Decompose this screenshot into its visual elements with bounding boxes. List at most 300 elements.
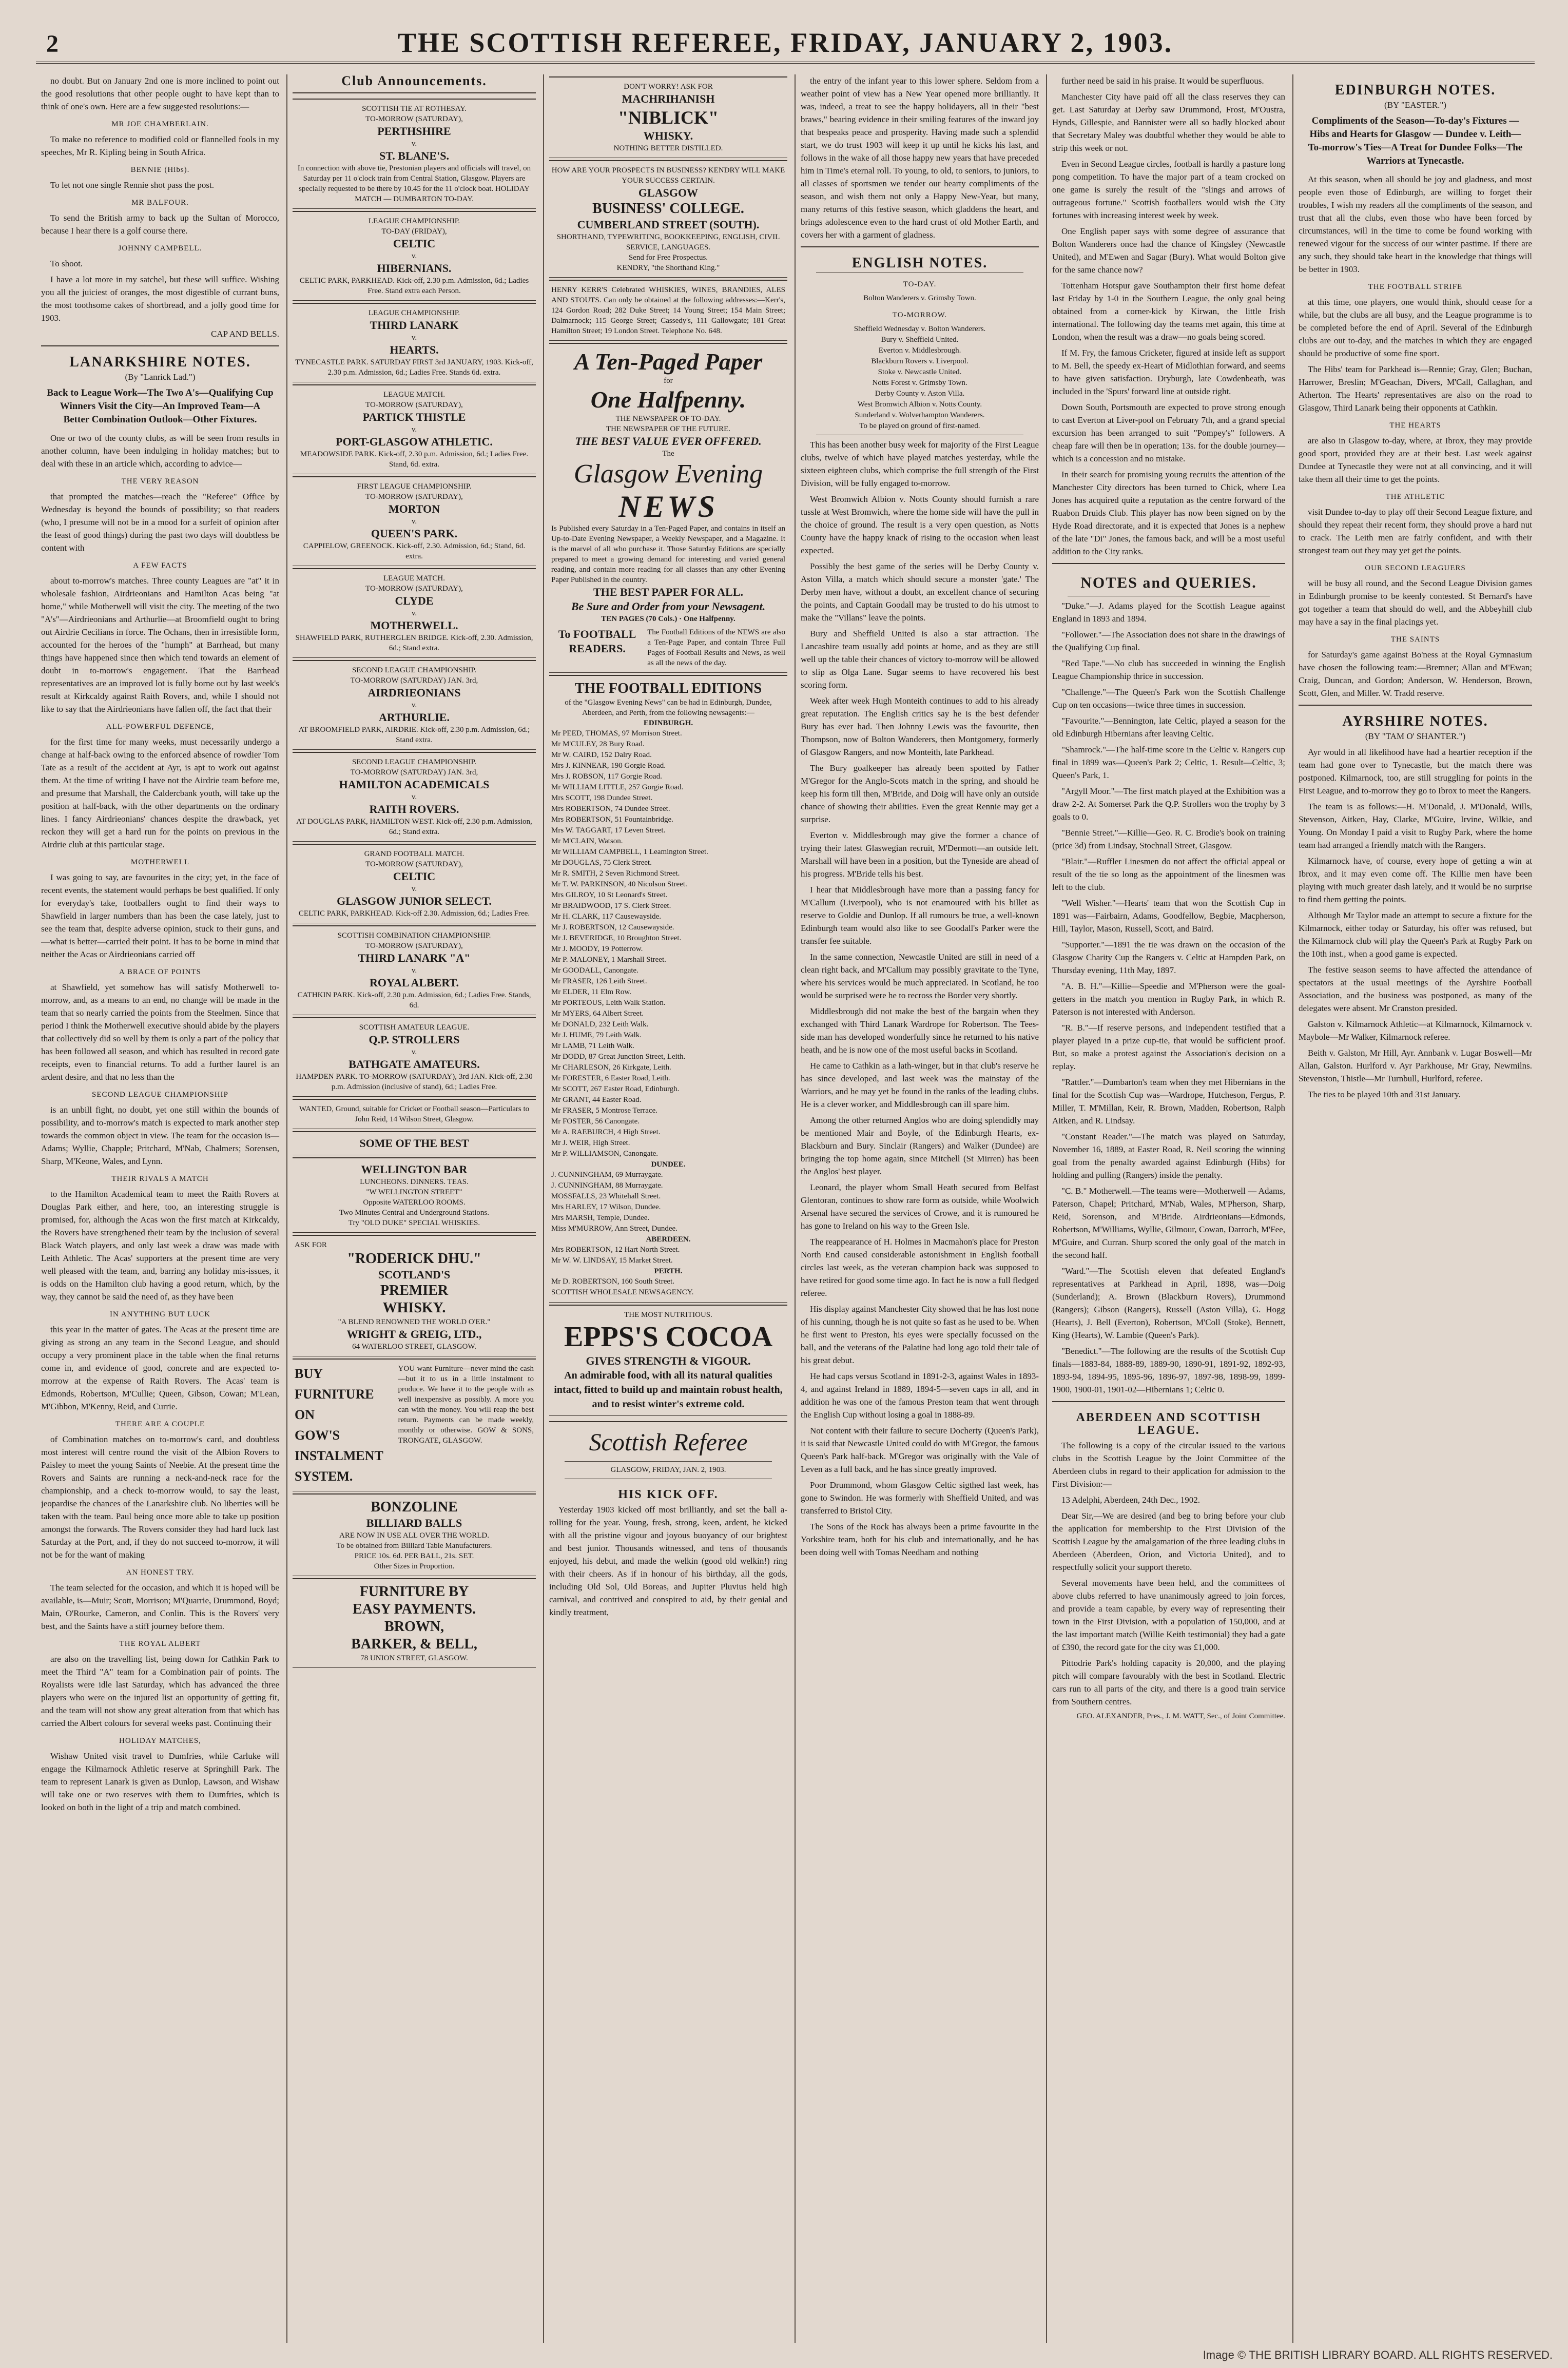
ad-line: ARE NOW IN USE ALL OVER THE WORLD. bbox=[339, 1531, 489, 1540]
ad-line: Mrs HARLEY, 17 Wilson, Dundee. bbox=[551, 1203, 661, 1211]
ad-line: Mr R. SMITH, 2 Seven Richmond Street. bbox=[551, 869, 680, 878]
ad-line: BATHGATE AMATEURS. bbox=[349, 1058, 480, 1071]
ad-line: TO-MORROW (SATURDAY), bbox=[365, 401, 463, 409]
ad-line: TO-MORROW (SATURDAY), bbox=[365, 860, 463, 868]
ten-paged-g: The bbox=[662, 450, 674, 458]
gen-best: THE BEST PAPER FOR ALL. bbox=[593, 586, 743, 598]
paragraph: Ayr would in all likelihood have had a heartier reception if the team had gone over to Tynecastle, but the match there was postponed. Kilmarnock, too, are still struggling for points in the First League, and to-morrow they go to Ibrox to meet the Rangers. bbox=[1299, 747, 1532, 795]
paragraph: He came to Cathkin as a lath-winger, but in that club's reserve he has since developed, and last week was the mainstay of the Warriors, and he may yet be found in the ranks of the leading clubs. He is a clever worker, and Middlesbrough can ill spare him. bbox=[801, 1061, 1039, 1109]
subheading: THE SAINTS bbox=[1390, 635, 1440, 644]
ad-note: CELTIC PARK, PARKHEAD. Kick-off, 2.30 p.m. Admission, 6d.; Ladies Free. Stand extra each Person. bbox=[299, 277, 529, 295]
paragraph: Even in Second League circles, football is hardly a pasture long pong competition. To have the major part of a team crocked on one game is surely the result of the "slings and arrows of outrageous fortune." Scottish footballers would wish the City fortunes with increasing interest week by week. bbox=[1052, 159, 1285, 220]
paragraph: are also on the travelling list, being down for Cathkin Park to meet the Third "A" team for a Combination pair of points. The Royalists were idle last Saturday, which has advanced the three players who were on the injured list an opportunity of getting fit, and the team will not show any great alteration from that which has carried the Albert colours for several weeks past. Continuing their bbox=[41, 1654, 279, 1728]
ad-line: Derby County v. Aston Villa. bbox=[875, 390, 965, 398]
paragraph: Wishaw United visit travel to Dumfries, while Carluke will engage the Kilmarnock Athletic reserve at Springhill Park. The team to represent Lanark is given as Dunlop, Lawson, and Wishaw will take one or two reserves with them to Dumfries, which is looked on both in the light of a trip and match combined. bbox=[41, 1751, 279, 1812]
bonzoline-sub: BILLIARD BALLS bbox=[366, 1517, 462, 1529]
divider bbox=[1299, 705, 1532, 706]
paragraph: The Hibs' team for Parkhead is—Rennie; Gray, Glen; Buchan, Harrower, Breslin; M'Geachan, Divers, M'Call, Callaghan, and Atherton. The Hearts' representatives are also on the road to Glasgow, Third Lanark being their opponents at Cathkin. bbox=[1299, 364, 1532, 413]
query-answer: "Well Wisher."—Hearts' team that won the Scottish Cup in 1891 was—Fairbairn, Adams, Goodfellow, Begbie, Macpherson, Hill, Taylor, Mason, Russell, Scott, and Baird. bbox=[1052, 898, 1285, 934]
ad-line: INSTALMENT bbox=[295, 1448, 383, 1463]
wellington-ad bbox=[293, 1157, 536, 1233]
fe-city1: EDINBURGH. bbox=[643, 719, 693, 727]
ayrshire-byline: (BY "TAM O' SHANTER.") bbox=[1365, 731, 1466, 741]
resolutions-list bbox=[41, 118, 279, 270]
ad-line: West Bromwich Albion v. Notts County. bbox=[857, 400, 982, 409]
ad-line: Mr GRANT, 44 Easter Road. bbox=[551, 1096, 642, 1104]
epps-b: EPPS'S COCOA bbox=[564, 1321, 773, 1353]
ad-line: Mr W. W. LINDSAY, 15 Market Street. bbox=[551, 1256, 673, 1265]
ad-line: Mr FORESTER, 6 Easter Road, Leith. bbox=[551, 1074, 670, 1082]
divider bbox=[1052, 1401, 1285, 1402]
intro-text: no doubt. But on January 2nd one is more inclined to point out the good resolutions that other people ought to have kept than to think of one's own. Here are a few suggested resolutions:— bbox=[41, 76, 279, 111]
ad-line: Mr WILLIAM CAMPBELL, 1 Leamington Street. bbox=[551, 848, 708, 856]
club-announcement bbox=[293, 660, 536, 750]
divider bbox=[293, 92, 536, 93]
ad-line: Mr P. WILLIAMSON, Canongate. bbox=[551, 1150, 659, 1158]
ad-line: v. bbox=[411, 793, 417, 801]
query-answer: "A. B. H."—Killie—Speedie and M'Pherson were the goal-getters in the match you mention in Rugby Park, in which R. Paterson is not interested with Anderson. bbox=[1052, 981, 1285, 1017]
ad-line: Mr D. ROBERTSON, 160 South Street. bbox=[551, 1277, 674, 1286]
niblick-l2: "NIBLICK" bbox=[617, 107, 719, 128]
epps-ad bbox=[549, 1305, 787, 1416]
query-answer: "Blair."—Ruffler Linesmen do not affect the official appeal or result of the tie so long as the appointment of the linesmen was left to the club. bbox=[1052, 857, 1285, 892]
ten-paged-a: A Ten-Paged Paper bbox=[574, 348, 763, 375]
kerr-ad bbox=[549, 280, 787, 341]
gen-title-b: NEWS bbox=[618, 490, 719, 523]
ad-title: GRAND FOOTBALL MATCH. bbox=[364, 850, 464, 858]
paragraph: One or two of the county clubs, as will be seen from results in another column, have been indulging in holiday matches; but to deal with these in an article which, according to advice— bbox=[41, 433, 279, 469]
ad-line: Mr J. WEIR, High Street. bbox=[551, 1139, 630, 1147]
ad-line: Blackburn Rovers v. Liverpool. bbox=[871, 357, 969, 365]
football-editions-ad bbox=[549, 675, 787, 1303]
ad-line: v. bbox=[411, 252, 417, 260]
ad-line: MOSSFALLS, 23 Whitehall Street. bbox=[551, 1192, 661, 1200]
resolution-name: MR JOE CHAMBERLAIN. bbox=[111, 120, 209, 128]
gow-left bbox=[295, 1364, 393, 1487]
ad-line: THIRD LANARK "A" bbox=[358, 952, 471, 964]
rhu-blend: "A BLEND RENOWNED THE WORLD O'ER." bbox=[338, 1318, 491, 1326]
query-answer: "Supporter."—1891 the tie was drawn on the occasion of the Glasgow Charity Cup the Rangers v. Celtic at Hampden Park, on Thursday evening, 11th May, 1897. bbox=[1052, 940, 1285, 975]
paragraph: The Bury goalkeeper has already been spotted by Father M'Gregor for the Anglo-Scots match in the spring, and should he keep his form till then, M'Bride, and Doig will have only an outside chance of showing their abilities. Even the great Rennie may get a surprise. bbox=[801, 763, 1039, 824]
ad-line: Miss M'MURROW, Ann Street, Dundee. bbox=[551, 1225, 677, 1233]
paragraph: At this season, when all should be joy and gladness, and most people even those of Edinburgh, are willing to forget their troubles, I wish my readers all the compliments of the season, and trust that all the clubs, even those who have been forced by circumstances, will in the time to come be found working with renewed vigour for the success of our winter pastime. If there are any such, they should take heart in the knowledge that things will be better in 1903. bbox=[1299, 174, 1532, 274]
fe-sub: of the "Glasgow Evening News" can be had in Edinburgh, Dundee, Aberdeen, and Perth, from the following newsagents:— bbox=[565, 698, 772, 717]
epps-a: THE MOST NUTRITIOUS. bbox=[624, 1311, 712, 1319]
paragraph: Galston v. Kilmarnock Athletic—at Kilmarnock, Kilmarnock v. Maybole—Mr Walker, Kilmarnock referee. bbox=[1299, 1019, 1532, 1042]
ad-note: CATHKIN PARK. Kick-off, 2.30 p.m. Admission, 6d.; Ladies Free. Stands, 6d. bbox=[297, 991, 531, 1010]
ad-note: AT BROOMFIELD PARK, AIRDRIE. Kick-off, 2.30 p.m. Admission, 6d.; Stand extra. bbox=[298, 726, 530, 744]
paragraph: will be busy all round, and the Second League Division games in Edinburgh promise to be keenly contested. St Bernard's have got together a team that should do well, and the Abbeyhill club may have a say in the final placings yet. bbox=[1299, 578, 1532, 627]
subheading: MOTHERWELL bbox=[130, 858, 190, 866]
query-answer: "Red Tape."—No club has succeeded in winning the English League Championship thrice in succession. bbox=[1052, 658, 1285, 681]
gen-ad bbox=[549, 343, 787, 673]
image-credit: Image © THE BRITISH LIBRARY BOARD. ALL RIGHTS RESERVED. bbox=[1203, 2348, 1553, 2361]
paragraph: at Shawfield, yet somehow has will satisfy Motherwell to-morrow, and, as a means to an end, no change will be made in the team that so nearly carried the points from the Steelmen. Since that period I think the Motherwell executive should abide by the players that collectively did so well by them is only a part of the policy that has been followed all season, and which has resulted in record gate receipts, even to financial returns. To add a further laurel is an ardent desire, and that no less than the bbox=[41, 982, 279, 1082]
club-announcement bbox=[293, 568, 536, 658]
paragraph: Kilmarnock have, of course, every hope of getting a win at Ibrox, and it may even come off. The Killie men have been playing with much greater dash lately, and it would be no surprise to find them getting the points. bbox=[1299, 856, 1532, 904]
query-answer: "Argyll Moor."—The first match played at the Exhibition was a draw 2-2. At Somerset Park the Q.P. Strollers won the trophy by 3 goals to 0. bbox=[1052, 786, 1285, 822]
query-answer: "R. B."—If reserve persons, and independent testified that a player played in a prize cup-tie, that would be sufficient proof. But, so make a protest against the Association's decision on a replay. bbox=[1052, 1023, 1285, 1071]
ad-line: J. CUNNINGHAM, 69 Murraygate. bbox=[551, 1171, 663, 1179]
ad-line: LUNCHEONS. DINNERS. TEAS. bbox=[360, 1178, 469, 1186]
column-4 bbox=[801, 74, 1047, 2343]
ad-note: SHAWFIELD PARK, RUTHERGLEN BRIDGE. Kick-off, 2.30. Admission, 6d.; Stand extra. bbox=[295, 634, 533, 652]
query-answer: "C. B." Motherwell.—The teams were—Motherwell — Adams, Paterson, Chapel; Pritchard, M'Nab, Wales, M'Pherson, Sharp, Reid, Sorenson, and M'Bride. Airdrieonians—Edmonds, Robertson, M'Williams, Wyllie, Gilmour, Cowan, Darroch, M'Fee, M'Guire, and Curran. Shurp scored the only goal of the match in the second half. bbox=[1052, 1186, 1285, 1260]
ad-line: Mr BRAIDWOOD, 17 S. Clerk Street. bbox=[551, 902, 671, 910]
article-body bbox=[41, 432, 279, 1814]
ad-line: Mr LAMB, 71 Leith Walk. bbox=[551, 1042, 634, 1050]
ad-line: Mrs J. KINNEAR, 190 Gorgie Road. bbox=[551, 762, 666, 770]
ten-paged-f: THE BEST VALUE EVER OFFERED. bbox=[575, 435, 762, 448]
ad-title: LEAGUE CHAMPIONSHIP. bbox=[368, 217, 460, 225]
subheading: OUR SECOND LEAGUERS bbox=[1365, 564, 1466, 572]
club-announcement bbox=[293, 99, 536, 209]
bonzoline-ad bbox=[293, 1493, 536, 1576]
subheading: A FEW FACTS bbox=[133, 561, 187, 570]
subheading: THE FOOTBALL STRIFE bbox=[1368, 283, 1463, 291]
ad-line: v. bbox=[411, 140, 417, 148]
resolution-text: To let not one single Rennie shot pass the post. bbox=[50, 180, 214, 190]
aberdeen-body bbox=[1052, 1439, 1285, 1708]
ad-line: MOTHERWELL. bbox=[370, 619, 458, 632]
gen-sure: Be Sure and Order from your Newsagent. bbox=[571, 600, 766, 613]
ask-for-text: ASK FOR bbox=[295, 1241, 327, 1249]
paragraph: this year in the matter of gates. The Acas at the present time are giving as strong an any team in the Second League, and should occupy a very prominent place in the table when the final returns come in, and evidence of good, concrete and are expected to-morrow at the expense of Raith Rovers. The Acas' team is Edmonds, Robertson, M'Cullie; Queen, Gibson, Cowan; M'Lean, M'Gibbon, M'Kenny, Reid, and Currie. bbox=[41, 1325, 279, 1411]
paragraph: Bury and Sheffield United is also a star attraction. The Lancashire team usually add points at home, and as they are still well up the table their chances of victory to-morrow will be allowed to slip as Olga Lane. Sugar seems to have recovered his best scoring form. bbox=[801, 629, 1039, 690]
paragraph: Week after week Hugh Monteith continues to add to his already great reputation. The English critics say he is the best defender Bury has ever had. Then Johnny Lewis was the favourite, then Thompson, now of Bolton Wanderers, then Montgomery, formerly of Glasgow Rangers, and now Monteith, late Parkhead. bbox=[801, 696, 1039, 757]
ad-note: HAMPDEN PARK. TO-MORROW (SATURDAY), 3rd JAN. Kick-off, 2.30 p.m. Admission (inclusive of stand), 6d.; Ladies Free. bbox=[296, 1073, 533, 1091]
ad-line: PERTHSHIRE bbox=[377, 125, 451, 138]
rhu-whisky: WHISKY. bbox=[382, 1300, 446, 1316]
gen-to: To FOOTBALL READERS. bbox=[558, 628, 636, 655]
query-answer: "Rattler."—Dumbarton's team when they met Hibernians in the final for the Scottish Cup was—Wardrope, Hutcheson, Fergus, P. Miller, T. M'Millan, Keir, R. Brown, Madden, Robertson, Ralph Aitken, and R. Lindsay. bbox=[1052, 1077, 1285, 1125]
club-announcement bbox=[293, 384, 536, 474]
ad-title: LEAGUE MATCH. bbox=[383, 391, 445, 399]
club-announcement bbox=[293, 476, 536, 566]
ad-line: Mr GOODALL, Canongate. bbox=[551, 966, 638, 975]
edinburgh-notes-title: EDINBURGH NOTES. bbox=[1334, 82, 1496, 98]
subheading: THE ROYAL ALBERT bbox=[119, 1640, 201, 1648]
column-1 bbox=[41, 74, 287, 2343]
ad-line: PRICE 10s. 6d. PER BALL, 21s. SET. bbox=[354, 1552, 474, 1560]
ad-line: Mr J. HUME, 79 Leith Walk. bbox=[551, 1031, 642, 1039]
kickoff-title: HIS KICK OFF. bbox=[618, 1488, 719, 1501]
ad-line: Mr DODD, 87 Great Junction Street, Leith. bbox=[551, 1053, 686, 1061]
query-answer: "Ward."—The Scottish eleven that defeated England's representatives at Parkhead in April, 1898, was—Doig (Sunderland); A. Brown (Blackburn Rovers), Drummond (Rangers); Gibson (Rangers), Russell (Aston Villa), G. Hogg (Hearts), J. Bell (Everton), Robertson, M'Coll (Stoke), Bennett, King (Hearts), W. Lambie (Queen's Park). bbox=[1052, 1266, 1285, 1340]
gen-ten: TEN PAGES (70 Cols.) · One Halfpenny. bbox=[601, 615, 735, 623]
ad-line: QUEEN'S PARK. bbox=[371, 527, 458, 540]
paragraph: I hear that Middlesbrough have more than a passing fancy for M'Callum (Liverpool), who is not enamoured with his billet as reserve to Goldie and Dunlop. If all rumours be true, a well-known Edinburgh team would also like to see Goodall's Parker were the transfer fee suitable. bbox=[801, 885, 1039, 946]
edinburgh-body bbox=[1299, 173, 1532, 700]
resolution-name: BENNIE (Hibs). bbox=[130, 166, 190, 174]
ad-line: Mr ELDER, 11 Elm Row. bbox=[551, 988, 631, 996]
ad-line: v. bbox=[411, 517, 417, 526]
paragraph: I was going to say, are favourites in the city; yet, in the face of recent events, the statement would perhaps be best qualified. If only for everyday's take, footballers ought to find their ways to Shawfield in larger numbers than has been the case lately, just to see the team that, despite adverse opinion, stuck to their guns, and—what is better—carried their point. It has to be borne in mind that neither the Acas or Airdrieonians carried off bbox=[41, 872, 279, 959]
ten-paged-e: THE NEWSPAPER OF THE FUTURE. bbox=[606, 425, 731, 433]
paragraph: In their search for promising young recruits the attention of the Manchester City directors has been turned to Chick, where Lea Jones has acquired quite a reputation as the centre forward of the Ruabon Druids Club. This player has now been signed on by the Hyde Road directorate, and it is expected that Jones is a nephew of the late "Di" Jones, the famous back, and will be a most useful addition to the City ranks. bbox=[1052, 470, 1285, 556]
paragraph: Although Mr Taylor made an attempt to secure a fixture for the Kilmarnock, either today or Saturday, his offer was refused, but the Kilmarnock club will play the Queen's Park at Rugby Park on the 10th inst., when a good game is expected. bbox=[1299, 910, 1532, 959]
ad-line: TO-MORROW (SATURDAY) JAN. 3rd, bbox=[350, 768, 478, 777]
resolution-text: To make no reference to modified cold or flannelled fools in my speeches, Mr R. Kipling being in South Africa. bbox=[41, 134, 279, 157]
ad-line: GLASGOW JUNIOR SELECT. bbox=[337, 895, 492, 907]
divider bbox=[565, 1461, 772, 1462]
ad-line: TO-MORROW (SATURDAY) JAN. 3rd, bbox=[350, 676, 478, 685]
ad-line: HIBERNIANS. bbox=[377, 262, 452, 275]
ad-line: FURNITURE BY bbox=[359, 1584, 469, 1600]
closing-text: I have a lot more in my satchel, but these will suffice. Wishing you all the juiciest of oranges, the most digestible of currant buns, the most toothsome cakes of shortbread, and a jolly good time for 1903. bbox=[41, 275, 279, 323]
subheading: THE HEARTS bbox=[1389, 421, 1441, 430]
paragraph: that prompted the matches—reach the "Referee" Office by Wednesday is beyond the bounds of possibility; so that readers (who, I presume will not be in a mood for a surfeit of opinion after the feast of good things) during the past two days will doubtless be content with bbox=[41, 492, 279, 553]
gow-ad bbox=[293, 1358, 536, 1491]
english-notes-title: ENGLISH NOTES. bbox=[851, 255, 988, 271]
paragraph: Everton v. Middlesbrough may give the former a chance of trying their latest Glaswegian recruit, M'Dermott—an outside left. Marshall will have been in a position, but the Tyneside are ahead of his progress. M'Bride tells his best. bbox=[801, 830, 1039, 879]
ad-title: SCOTTISH AMATEUR LEAGUE. bbox=[359, 1023, 470, 1032]
niblick-ad bbox=[549, 76, 787, 158]
edinburgh-byline: (BY "EASTER.") bbox=[1384, 100, 1446, 110]
kickoff-text: Yesterday 1903 kicked off most brilliantly, and set the ball a-rolling for the year. Young, fresh, strong, keen, ardent, he kicked with all the pristine vigour and joyous buoyancy of our brightest and best junior. Thousands witnessed, and tens of thousands enjoyed, his debut, and made the welkin (good old welkin!) ring with their cheers. As if in honour of his birthday, all the gods, including Old Sol, Old Boreas, and Jupiter Pluvius held high carnival, and contrived and conspired to aid, by their genial and kindly treatment, bbox=[549, 1505, 787, 1617]
english-notes-body bbox=[801, 438, 1039, 1559]
subheading: AN HONEST TRY. bbox=[126, 1568, 195, 1577]
ad-line: Q.P. STROLLERS bbox=[369, 1033, 460, 1046]
business-college-ad bbox=[549, 160, 787, 278]
ad-line: Mr J. MOODY, 19 Potterrow. bbox=[551, 945, 643, 953]
fe-list-dundee bbox=[551, 1170, 785, 1234]
ad-line: SYSTEM. bbox=[295, 1469, 353, 1484]
ad-line: Stoke v. Newcastle United. bbox=[878, 368, 962, 376]
paragraph: If M. Fry, the famous Cricketer, figured at inside left as support to M. Bell, the speedy ex-Heart of Midlothian forward, and seems to have given satisfaction. Dryburgh, late Cowdenbeath, was included in the 'Spurs' forward line at outside right. bbox=[1052, 348, 1285, 396]
query-answer: "Follower."—The Association does not share in the drawings of the Qualifying Cup final. bbox=[1052, 630, 1285, 652]
section-title: LANARKSHIRE NOTES. bbox=[69, 354, 251, 370]
ad-line: BARKER, & BELL, bbox=[351, 1636, 477, 1652]
subheading: THEIR RIVALS A MATCH bbox=[111, 1175, 209, 1183]
ad-line: Mr CHARLESON, 26 Kirkgate, Leith. bbox=[551, 1063, 671, 1072]
ten-paged-d: THE NEWSPAPER OF TO-DAY. bbox=[615, 415, 721, 423]
ayrshire-body bbox=[1299, 746, 1532, 1101]
ad-line: Mr PEED, THOMAS, 97 Morrison Street. bbox=[551, 729, 682, 737]
ten-paged-c: One Halfpenny. bbox=[590, 386, 746, 413]
ad-line: Mr FRASER, 126 Leith Street. bbox=[551, 977, 647, 985]
subheading: SECOND LEAGUE CHAMPIONSHIP bbox=[91, 1091, 228, 1099]
signature: CAP AND BELLS. bbox=[210, 329, 279, 339]
columns bbox=[41, 74, 1535, 2343]
ad-line: GOW'S bbox=[295, 1428, 340, 1443]
ad-line: Mr PORTEOUS, Leith Walk Station. bbox=[551, 999, 666, 1007]
wellington-name: WELLINGTON BAR bbox=[361, 1163, 468, 1176]
ad-line: MORTON bbox=[388, 502, 440, 515]
rhu-premier: PREMIER bbox=[380, 1283, 449, 1298]
paragraph: are also in Glasgow to-day, where, at Ibrox, they may provide good sport, provided they are at their best. Last week against Dundee at Tynecastle they were not at all convincing, and it will take them all their time to get the points. bbox=[1299, 436, 1532, 484]
ad-line: Mr DOUGLAS, 75 Clerk Street. bbox=[551, 859, 652, 867]
ad-line: Try "OLD DUKE" SPECIAL WHISKIES. bbox=[348, 1219, 480, 1227]
ad-line: Mr P. MALONEY, 1 Marshall Street. bbox=[551, 956, 666, 964]
paragraph: The Sons of the Rock has always been a prime favourite in the Yorkshire team, both for his club and internationally, and he has been doing well with Tomas Needham and nothing bbox=[801, 1522, 1039, 1557]
column-2 bbox=[293, 74, 544, 2343]
ad-line: Mr DONALD, 232 Leith Walk. bbox=[551, 1020, 649, 1028]
ad-note: In connection with above tie, Prestonian players and officials will travel, on Saturday per 11 o'clock train from Central Station, Glasgow. Players are specially requested to be there by 10.45 for the 11 o'clock boat. HOLIDAY MATCH — DUMBARTON TO-DAY. bbox=[297, 164, 531, 203]
fe-list-aberdeen bbox=[551, 1245, 785, 1266]
ad-line: Mr J. ROBERTSON, 12 Causewayside. bbox=[551, 923, 674, 931]
ad-line: v. bbox=[411, 334, 417, 342]
gen-title-a: Glasgow Evening bbox=[573, 459, 763, 489]
niblick-l4: NOTHING BETTER DISTILLED. bbox=[613, 144, 723, 152]
paragraph: Leonard, the player whom Small Heath secured from Belfast Glentoran, continues to show rare form as outside, while Woolwich Arsenal have secured the services of Crowe, and it is rumoured he has gone to Ireland on his way to the Green Isle. bbox=[801, 1182, 1039, 1231]
ad-line: Mrs ROBERTSON, 12 Hart North Street. bbox=[551, 1246, 680, 1254]
ad-line: Mr WILLIAM LITTLE, 257 Gorgie Road. bbox=[551, 783, 684, 791]
deck: Back to League Work—The Two A's—Qualifying Cup Winners Visit the City—An Improved Team—A Better Combination Outlook—Other Fixtures. bbox=[47, 387, 274, 425]
fe-city3: ABERDEEN. bbox=[646, 1235, 691, 1244]
ad-line: BUY bbox=[295, 1366, 323, 1381]
ad-line: CELTIC bbox=[393, 237, 436, 250]
ad-line: Mr M'CULEY, 28 Bury Road. bbox=[551, 740, 645, 748]
divider bbox=[549, 1421, 787, 1422]
ad-line: Mrs J. ROBSON, 117 Gorgie Road. bbox=[551, 772, 662, 781]
aberdeen-title: ABERDEEN AND SCOTTISH LEAGUE. bbox=[1076, 1411, 1262, 1437]
subheading: HOLIDAY MATCHES, bbox=[119, 1737, 201, 1745]
ad-title: SECOND LEAGUE CHAMPIONSHIP. bbox=[352, 666, 477, 674]
ad-line: Sheffield Wednesday v. Bolton Wanderers. bbox=[854, 325, 986, 333]
ad-title: LEAGUE MATCH. bbox=[383, 574, 445, 583]
business-l2: BUSINESS' COLLEGE. bbox=[592, 201, 744, 217]
query-answer: "Constant Reader."—The match was played on Saturday, November 16, 1889, at Easter Road, R. Neil scoring the winning goal from the penalty awarded against Edinburgh (Hibs) for holding and pulling (Rangers) inside the penalty. bbox=[1052, 1132, 1285, 1180]
paragraph: for Saturday's game against Bo'ness at the Royal Gymnasium have chosen the following team:—Bremner; Allan and M'Ewan; Craig, Duncan, and Gordon; Anderson, W. Henderson, Brown, Scott, Glen, and Miller. W. Tradd reserve. bbox=[1299, 650, 1532, 698]
business-l6: KENDRY, "the Shorthand King." bbox=[616, 264, 720, 272]
paragraph: at this time, one players, one would think, should cease for a while, but the clubs are all busy, and the League programme is to be completed before the end of April. Several of the Edinburgh clubs are out to-day, and the matches in which they are engaged should be productive of some fine sport. bbox=[1299, 297, 1532, 358]
ad-line: FURNITURE bbox=[295, 1387, 374, 1402]
paragraph: Dear Sir,—We are desired (and beg to bring before your club the application for membership to the First Division of the Scottish League by the amalgamation of the three leading clubs in Aberdeen (Aberdeen, Orion, and Victoria United), and to respectfully solicit your support thereto. bbox=[1052, 1511, 1285, 1572]
paragraph: about to-morrow's matches. Three county Leagues are "at" it in wholesale fashion, Airdrieonians and Hamilton Acas being "at home," while Motherwell will visit the city. The meeting of the two "A's"—Airdrieonians and Arthurlie—at Broomfield ought to bring out Airdrie Cecilians in force. The Ochans, then in irresistible form, accounted for the heroes of the "humph" at Barrhead, but many things have happened since then which tend towards an element of doubt in to-morrow's engagement. That the Barrhead representatives are an improved lot is fully borne out by last week's result at Kirkcaldy against Raith Rovers, and, while I should not like to say that the Airdrieonians have fallen off, the fact that their bbox=[41, 576, 279, 714]
ad-line: Opposite WATERLOO ROOMS. bbox=[363, 1198, 466, 1207]
paragraph: The reappearance of H. Holmes in Macmahon's place for Preston North End caused considerable astonishment in English football circles last week, as the veteran champion back was supposed to have retired for good some time ago. In fact he is now a full fledged referee. bbox=[801, 1237, 1039, 1298]
ad-line: Bolton Wanderers v. Grimsby Town. bbox=[863, 294, 976, 302]
ad-line: CLYDE bbox=[395, 594, 434, 607]
column-6 bbox=[1299, 74, 1532, 2343]
club-announcements-header: Club Announcements. bbox=[341, 74, 487, 88]
divider bbox=[801, 246, 1039, 247]
ad-line: v. bbox=[411, 885, 417, 893]
ad-line: Other Sizes in Proportion. bbox=[374, 1562, 455, 1570]
tomorrow-label: TO-MORROW. bbox=[892, 311, 947, 319]
paragraph: Among the other returned Anglos who are doing splendidly may be mentioned Mair and Boyle, of the Edinburgh Hearts, ex-Blackburn and Bury. Sinclair (Rangers) and Walker (Dundee) are bringing the top home again, since Mitchell (St Mirren) has been the Anglos' best player. bbox=[801, 1115, 1039, 1176]
paragraph: Middlesbrough did not make the best of the bargain when they exchanged with Third Lanark Wardrope for Robertson. The Tees-side man has developed wonderfully since he returned to his native heath, and he is now one of the most useful backs in Scotland. bbox=[801, 1006, 1039, 1055]
epps-c: GIVES STRENGTH & VIGOUR. bbox=[586, 1354, 751, 1367]
ad-line: ROYAL ALBERT. bbox=[369, 976, 459, 989]
masthead bbox=[36, 21, 1535, 64]
some-best-ad bbox=[293, 1131, 536, 1155]
ad-line: TO-MORROW (SATURDAY), bbox=[365, 493, 463, 501]
ad-note: CELTIC PARK, PARKHEAD. Kick-off 2.30. Admission, 6d.; Ladies Free. bbox=[298, 909, 530, 918]
resolution-name: JOHNNY CAMPBELL. bbox=[118, 244, 202, 253]
ad-title: SCOTTISH COMBINATION CHAMPIONSHIP. bbox=[337, 931, 491, 940]
column-3 bbox=[549, 74, 796, 2343]
ad-line: ST. BLANE'S. bbox=[379, 149, 449, 162]
ad-line: To be played on ground of first-named. bbox=[859, 422, 980, 430]
rhu-maker: WRIGHT & GREIG, LTD., bbox=[346, 1328, 482, 1341]
brown-lines bbox=[295, 1583, 534, 1653]
paragraph: The following is a copy of the circular issued to the various clubs in the Scottish League by the Joint Committee of the Aberdeen clubs in regard to their application for admission to the First Division:— bbox=[1052, 1441, 1285, 1489]
ad-line: Mr H. CLARK, 117 Causewayside. bbox=[551, 913, 662, 921]
ad-line: Mr FOSTER, 56 Canongate. bbox=[551, 1117, 640, 1125]
some-best-text: SOME OF THE BEST bbox=[359, 1137, 469, 1150]
divider bbox=[41, 345, 279, 346]
ad-line: RAITH ROVERS. bbox=[369, 803, 459, 816]
subheading: THE VERY REASON bbox=[121, 477, 199, 486]
byline: (By "Lanrick Lad.") bbox=[125, 372, 196, 382]
ad-line: Everton v. Middlesbrough. bbox=[878, 346, 961, 355]
ad-line: Mr M'CLAIN, Watson. bbox=[551, 837, 623, 845]
resolution-text: To send the British army to back up the Sultan of Morocco, because I hear there is a golf course there. bbox=[41, 213, 279, 236]
ad-line: J. CUNNINGHAM, 88 Murraygate. bbox=[551, 1181, 663, 1190]
ad-line: Two Minutes Central and Underground Stations. bbox=[339, 1209, 489, 1217]
club-announcement bbox=[293, 925, 536, 1015]
subheading: ALL-POWERFUL DEFENCE, bbox=[106, 723, 215, 731]
brown-addr: 78 UNION STREET, GLASGOW. bbox=[360, 1654, 468, 1662]
notes-queries-list bbox=[1052, 599, 1285, 1396]
ad-line: Mr SCOTT, 267 Easter Road, Edinburgh. bbox=[551, 1085, 680, 1093]
ad-line: Mr T. W. PARKINSON, 40 Nicolson Street. bbox=[551, 880, 687, 888]
subheading: A BRACE OF POINTS bbox=[119, 968, 201, 976]
niblick-l1: MACHRIHANISH bbox=[622, 92, 715, 105]
ad-line: Mrs ROBERTSON, 51 Fountainbridge. bbox=[551, 816, 673, 824]
brown-ad bbox=[293, 1578, 536, 1668]
ad-line: Notts Forest v. Grimsby Town. bbox=[872, 379, 967, 387]
ad-title: SECOND LEAGUE CHAMPIONSHIP. bbox=[352, 758, 477, 766]
ad-line: AIRDRIEONIANS bbox=[367, 686, 461, 699]
business-l4: SHORTHAND, TYPEWRITING, BOOKKEEPING, ENGLISH, CIVIL SERVICE, LANGUAGES. bbox=[556, 233, 780, 251]
paragraph: Possibly the best game of the series will be Derby County v. Aston Villa, a match which should secure a monster 'gate.' The Derby men have, without a doubt, an excellent chance of securing the points, and Captain Goodall may be trusted to do his utmost to make the "Villans" leave the points. bbox=[801, 561, 1039, 623]
paragraph: This has been another busy week for majority of the First League clubs, twelve of which have played matches yesterday, while the sixteen eighteen clubs, which comprise the full strength of the First Division, will be fully engaged to-morrow. bbox=[801, 440, 1039, 488]
wanted-text: WANTED, Ground, suitable for Cricket or Football season—Particulars to John Reid, 14 Wilson Street, Glasgow. bbox=[299, 1105, 530, 1123]
club-announcement bbox=[293, 844, 536, 923]
paragraph: of Combination matches on to-morrow's card, and doubtless most interest will centre round the visit of the Albion Rovers to Paisley to meet the young Saints of Neebie. At the present time the Rovers and Saints are running a neck-and-neck race for the championship, and a check to-morrow would, to say the least, jeopardise the chances of the Lanarkshire club. No liberties will be taken with the team. Paul being once more able to take up position amongst the forwards. The Rovers consider they had hard luck last Saturday at the Port, and, if they do not succeed to-morrow, it will not be for the want of making bbox=[41, 1434, 279, 1560]
query-answer: "Favourite."—Bennington, late Celtic, played a season for the old Edinburgh Hibernians after leaving Celtic. bbox=[1052, 716, 1285, 739]
ten-paged-b: for bbox=[664, 377, 673, 385]
paragraph: His display against Manchester City showed that he has lost none of his cunning, though he is not quite so fast as he used to be. When he first went to Preston, his eyes were specially focussed on the ball, and the veterans of the Palatine had long ago told their tale of his great debut. bbox=[801, 1304, 1039, 1365]
fe-list-perth bbox=[551, 1276, 785, 1298]
resolution-name: MR BALFOUR. bbox=[131, 199, 189, 207]
paragraph: The team is as follows:—H. M'Donald, J. M'Donald, Wills, Stevenson, Aitken, Hay, Clarke, M'Guire, Irvine, Wilkie, and Young. On Monday I paid a visit to Rugby Park, where the home team had arranged a friendly match with the Rangers. bbox=[1299, 802, 1532, 850]
ad-line: Mrs W. TAGGART, 17 Leven Street. bbox=[551, 826, 666, 834]
page-number: 2 bbox=[46, 30, 59, 57]
ad-line: TO-MORROW (SATURDAY), bbox=[365, 585, 463, 593]
fe-title: THE FOOTBALL EDITIONS bbox=[574, 681, 762, 696]
ad-line: TO-MORROW (SATURDAY), bbox=[365, 115, 463, 123]
query-answer: "Challenge."—The Queen's Park won the Scottish Challenge Cup on ten occasions—twice three times in succession. bbox=[1052, 687, 1285, 710]
niblick-l3: WHISKY. bbox=[643, 129, 693, 142]
club-announcement bbox=[293, 1017, 536, 1097]
kerr-text: HENRY KERR'S Celebrated WHISKIES, WINES, BRANDIES, ALES AND STOUTS. Can only be obtained at the following addresses:—Kerr's, 124 Gordon Road; 282 Duke Street; 14 Young Street; 154 Main Street; Dalmarnock; 115 George Street; Cassedy's, 111 Gallowgate; 181 Great Hamilton Street; 19 London Street. Telephone No. 648. bbox=[551, 286, 785, 335]
edinburgh-deck: Compliments of the Season—To-day's Fixtures — Hibs and Hearts for Glasgow — Dundee v. Leith—To-morrow's Ties—A Treat for Dundee Folks—The Warriors at Tynecastle. bbox=[1308, 115, 1523, 166]
ad-line: v. bbox=[411, 701, 417, 709]
editorial-date: GLASGOW, FRIDAY, JAN. 2, 1903. bbox=[610, 1466, 726, 1474]
ad-line: "W WELLINGTON STREET" bbox=[366, 1188, 462, 1196]
rhu-addr: 64 WATERLOO STREET, GLASGOW. bbox=[352, 1343, 476, 1351]
ad-title: LEAGUE CHAMPIONSHIP. bbox=[368, 309, 460, 317]
epps-d: An admirable food, with all its natural qualities intact, fitted to build up and maintain robust health, and to resist winter's extreme cold. bbox=[554, 1370, 783, 1410]
ad-note: TYNECASTLE PARK. SATURDAY FIRST 3rd JANUARY, 1903. Kick-off, 2.30 p.m. Admission, 6d.; Ladies Free. Stands 6d. extra. bbox=[295, 358, 533, 377]
subheading: IN ANYTHING BUT LUCK bbox=[110, 1310, 210, 1318]
fe-city4: PERTH. bbox=[654, 1267, 683, 1275]
bonzoline-lines bbox=[295, 1530, 534, 1571]
fixtures-tomorrow bbox=[801, 324, 1039, 432]
ad-line: v. bbox=[411, 966, 417, 975]
fe-city2: DUNDEE. bbox=[651, 1160, 686, 1169]
ad-line: To be obtained from Billiard Table Manufacturers. bbox=[336, 1542, 492, 1550]
ad-line: PARTICK THISTLE bbox=[362, 411, 466, 423]
club-announcement bbox=[293, 211, 536, 301]
paragraph: visit Dundee to-day to play off their Second League fixture, and should they repeat their recent form, they should prove a hard nut to crack. The Leith men are fairly confident, and with their strongest team out they may yet get the points. bbox=[1299, 507, 1532, 555]
gen-note: The Football Editions of the NEWS are also a Ten-Page Paper, and contain Three Full Pages of Football Results and News, as well as all the news of the day. bbox=[647, 628, 785, 667]
dont-worry: DON'T WORRY! ASK FOR bbox=[624, 83, 713, 91]
